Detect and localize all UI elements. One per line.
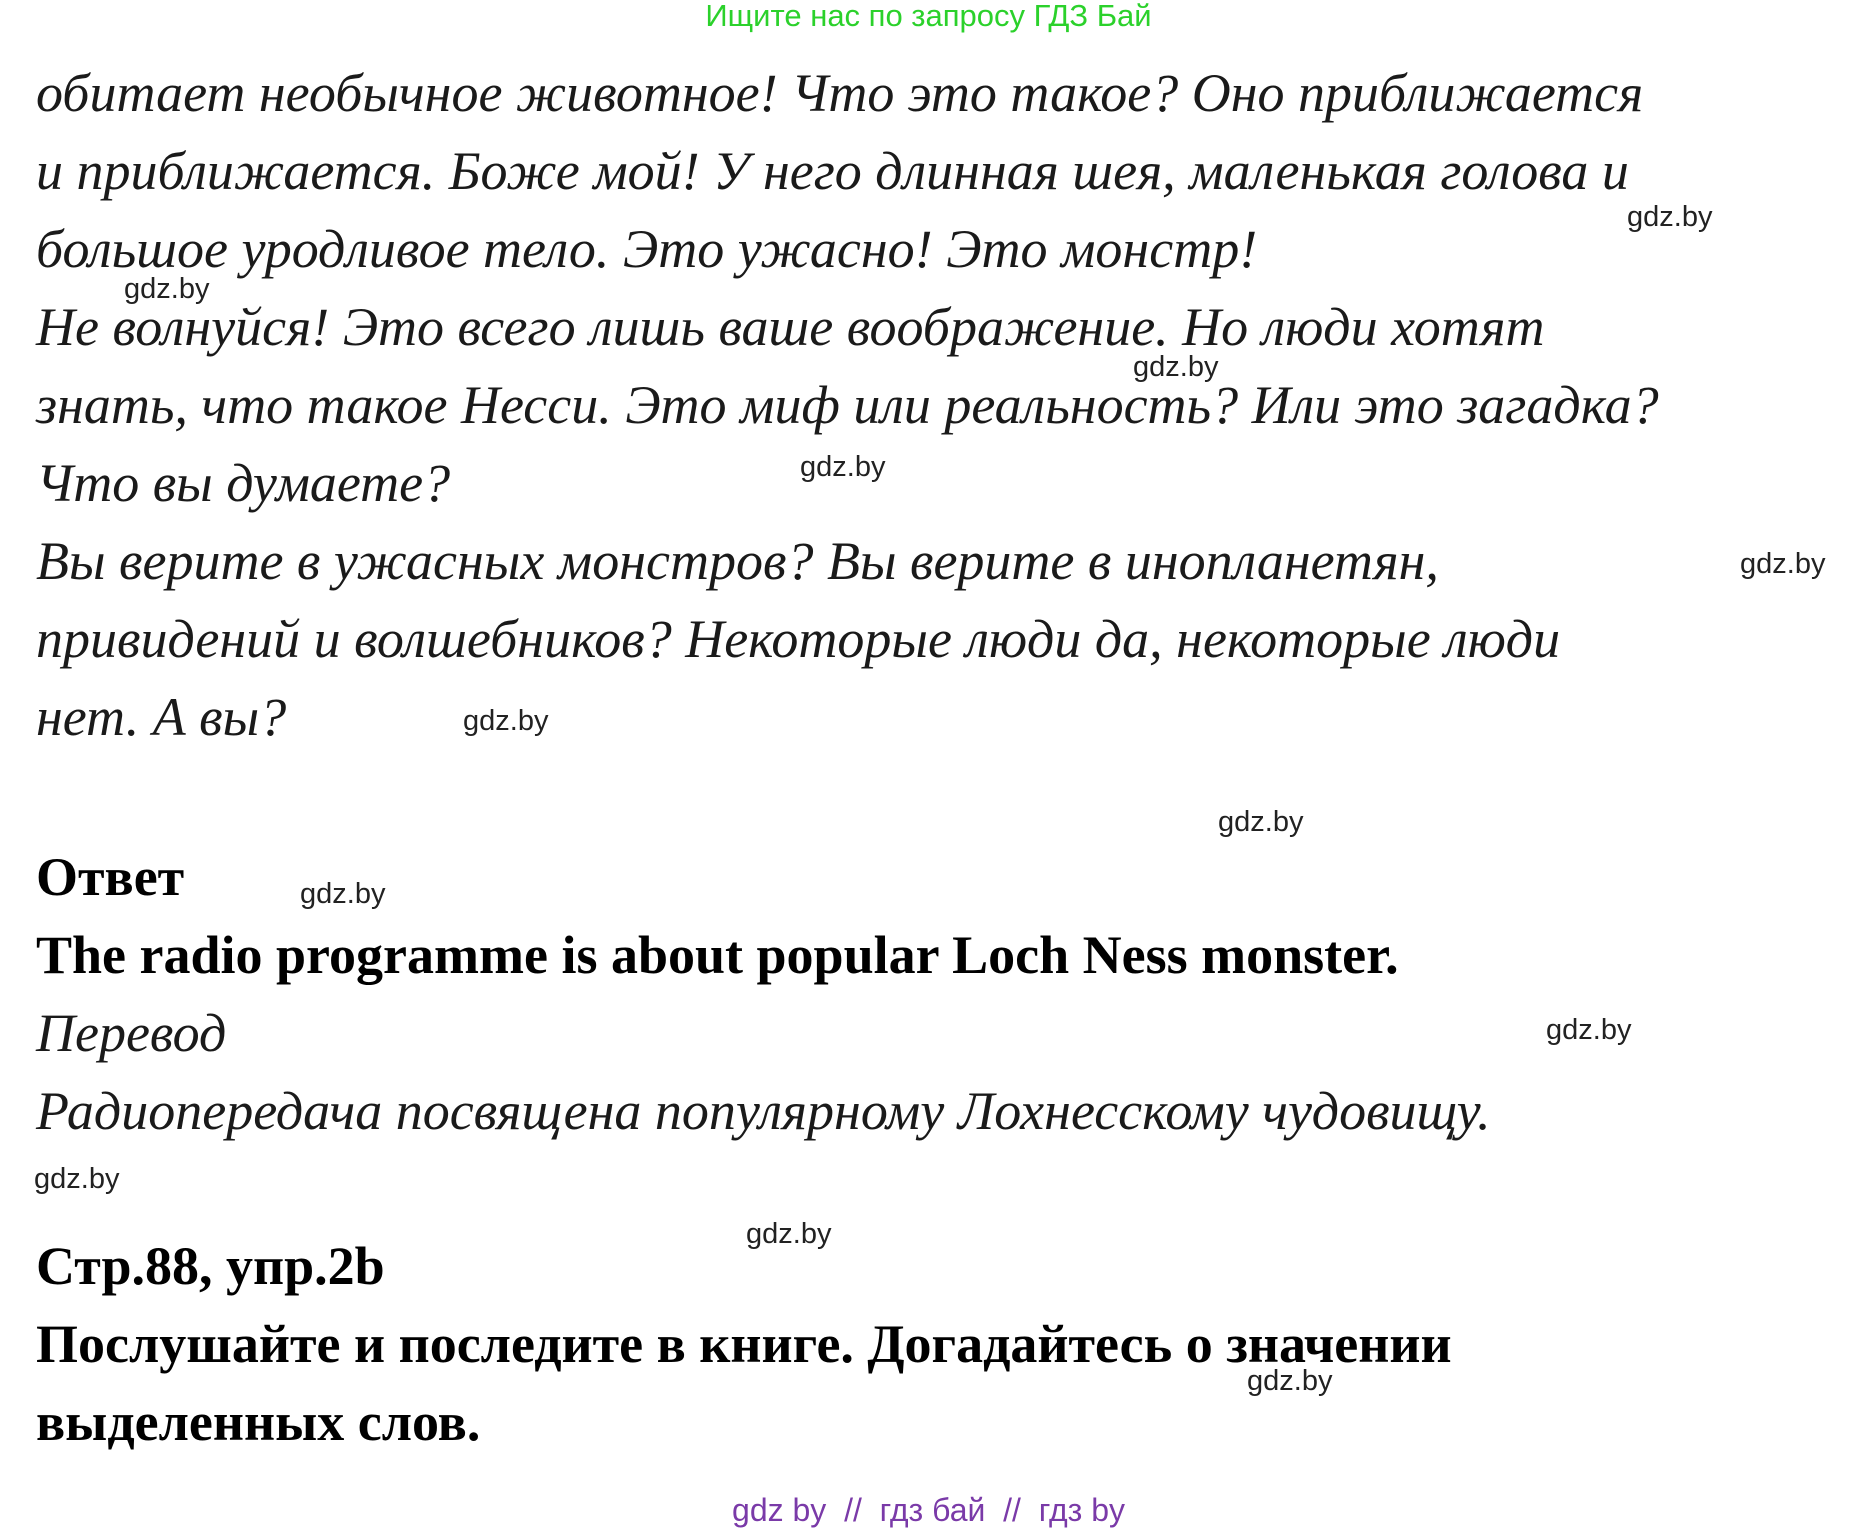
watermark: gdz.by [1218,806,1304,838]
story-line: Не волнуйся! Это всего лишь ваше воображение. Но люди хотят [36,297,1545,357]
watermark: gdz.by [1133,351,1219,383]
story-line: нет. А вы? [36,687,287,747]
story-line: знать, что такое Несси. Это миф или реальность? Или это загадка? [36,375,1659,435]
task-instruction: выделенных слов. [36,1392,481,1452]
watermark: gdz.by [1740,548,1826,580]
watermark: gdz.by [1627,201,1713,233]
task-instruction: Послушайте и последите в книге. Догадайтесь о значении [36,1314,1452,1374]
answer-english: The radio programme is about popular Loch Ness monster. [36,925,1399,985]
watermark: gdz.by [463,705,549,737]
footer-links: gdz by // гдз бай // гдз by [732,1492,1125,1528]
watermark: gdz.by [124,273,210,305]
answer-heading: Ответ [36,847,185,907]
watermark: gdz.by [34,1163,120,1195]
watermark: gdz.by [1247,1365,1333,1397]
top-banner: Ищите нас по запросу ГДЗ Бай [705,0,1152,33]
story-line: и приближается. Боже мой! У него длинная шея, маленькая голова и [36,141,1629,201]
watermark: gdz.by [746,1218,832,1250]
story-line: Что вы думаете? [36,453,451,513]
answer-translation: Радиопередача посвящена популярному Лохнесскому чудовищу. [36,1081,1491,1141]
watermark: gdz.by [1546,1014,1632,1046]
translation-label: Перевод [36,1003,227,1063]
watermark: gdz.by [800,451,886,483]
story-line: большое уродливое тело. Это ужасно! Это монстр! [36,219,1258,279]
next-task-section [36,1227,1846,1461]
story-line: Вы верите в ужасных монстров? Вы верите в инопланетян, [36,531,1439,591]
story-line: обитает необычное животное! Что это такое? Оно приближается [36,63,1644,123]
task-title: Стр.88, упр.2b [36,1236,385,1296]
story-text [36,54,1846,756]
story-line: привидений и волшебников? Некоторые люди да, некоторые люди [36,609,1561,669]
watermark: gdz.by [300,878,386,910]
